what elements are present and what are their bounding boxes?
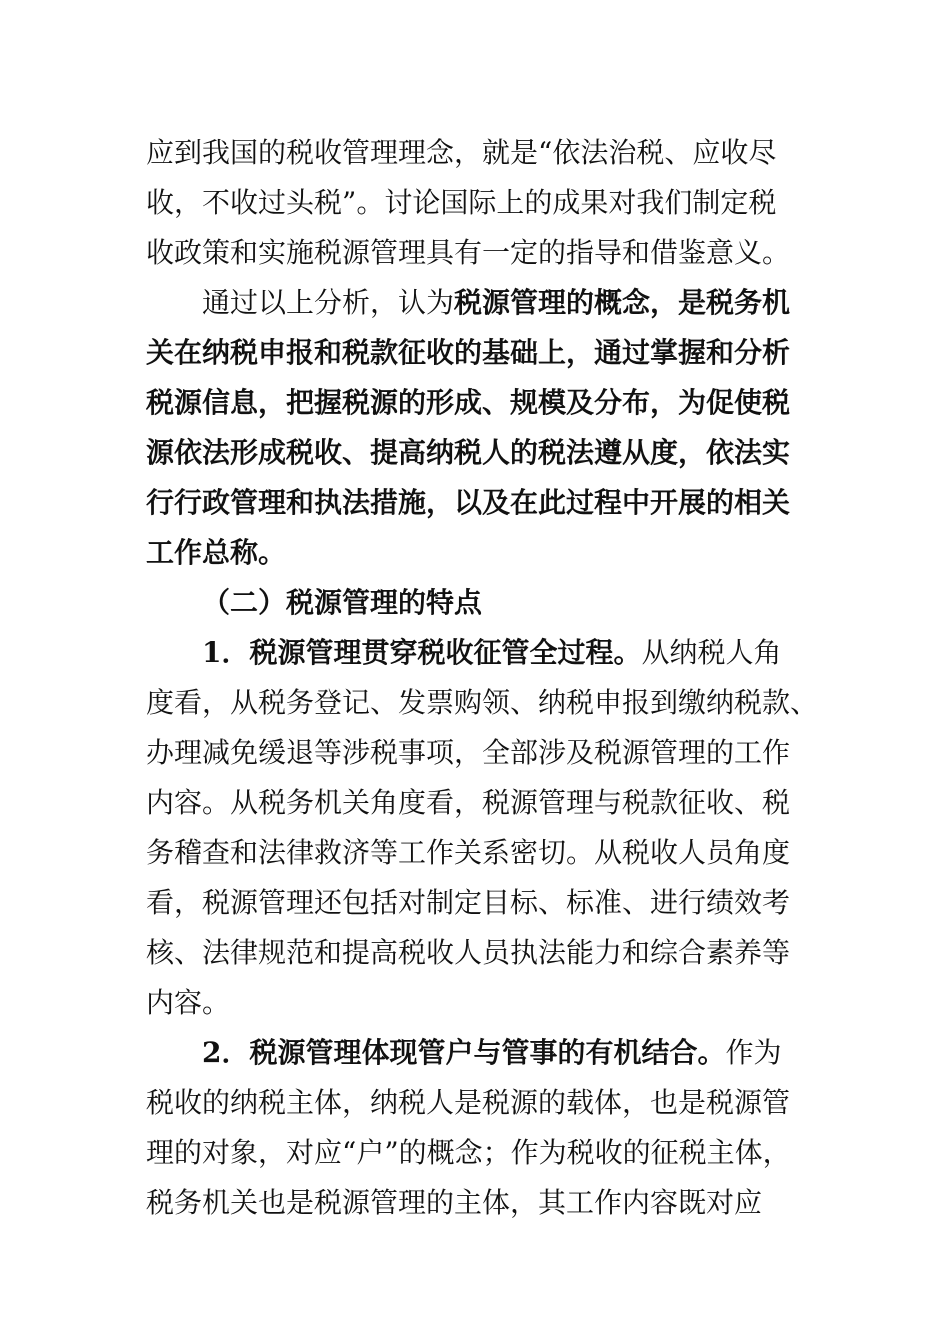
text-run: 内容。从税务机关角度看，税源管理与税款征收、税 xyxy=(146,786,791,819)
text-run: 应到我国的税收管理理念，就是“依法治税、应收尽 xyxy=(146,136,777,169)
text-line xyxy=(202,633,782,673)
text-run: 通过以上分析，认为 xyxy=(202,286,455,319)
text-line xyxy=(146,833,790,873)
text-line xyxy=(146,1133,791,1173)
text-line xyxy=(202,1033,782,1073)
text-line xyxy=(146,683,818,723)
text-line xyxy=(146,483,790,523)
bold-text-run: 税源信息，把握税源的形成、规模及分布，为促使税 xyxy=(146,386,791,419)
text-line xyxy=(146,183,776,223)
bold-text-run: 关在纳税申报和税款征收的基础上，通过掌握和分析 xyxy=(146,336,791,369)
text-run: 理的对象，对应“户”的概念；作为税收的征税主体， xyxy=(146,1136,791,1169)
text-run: 收政策和实施税源管理具有一定的指导和借鉴意义。 xyxy=(146,236,791,269)
bold-text-run: 2．税源管理体现管户与管事的有机结合。 xyxy=(202,1036,726,1069)
text-line xyxy=(146,1083,790,1123)
text-run: 度看，从税务登记、发票购领、纳税申报到缴纳税款、 xyxy=(146,686,819,719)
bold-text-run: 工作总称。 xyxy=(146,536,287,569)
text-line xyxy=(146,133,776,173)
section-heading xyxy=(202,583,482,623)
text-run: 从纳税人角 xyxy=(641,636,782,669)
section-heading-text: （二）税源管理的特点 xyxy=(202,586,483,619)
text-run: 内容。 xyxy=(146,986,231,1019)
text-line xyxy=(146,883,790,923)
text-run: 税收的纳税主体，纳税人是税源的载体，也是税源管 xyxy=(146,1086,791,1119)
text-run: 办理减免缓退等涉税事项，全部涉及税源管理的工作 xyxy=(146,736,791,769)
text-line xyxy=(146,233,790,273)
text-line xyxy=(146,733,790,773)
text-line xyxy=(146,933,790,973)
text-run: 务稽查和法律救济等工作关系密切。从税收人员角度 xyxy=(146,836,791,869)
text-line xyxy=(202,283,790,323)
text-line xyxy=(146,783,790,823)
text-run: 看，税源管理还包括对制定目标、标准、进行绩效考 xyxy=(146,886,791,919)
bold-text-run: 行行政管理和执法措施，以及在此过程中开展的相关 xyxy=(146,486,791,519)
text-line xyxy=(146,433,790,473)
text-run: 核、法律规范和提高税收人员执法能力和综合素养等 xyxy=(146,936,791,969)
text-run: 作为 xyxy=(725,1036,782,1069)
text-line xyxy=(146,983,230,1023)
text-run: 税务机关也是税源管理的主体，其工作内容既对应 xyxy=(146,1186,763,1219)
bold-text-run: 税源管理的概念，是税务机 xyxy=(454,286,791,319)
text-line xyxy=(146,383,790,423)
text-run: 收，不收过头税”。讨论国际上的成果对我们制定税 xyxy=(146,186,777,219)
text-line xyxy=(146,333,790,373)
bold-text-run: 1．税源管理贯穿税收征管全过程。 xyxy=(202,636,642,669)
bold-text-run: 源依法形成税收、提高纳税人的税法遵从度，依法实 xyxy=(146,436,791,469)
text-line xyxy=(146,533,286,573)
text-line xyxy=(146,1183,762,1223)
